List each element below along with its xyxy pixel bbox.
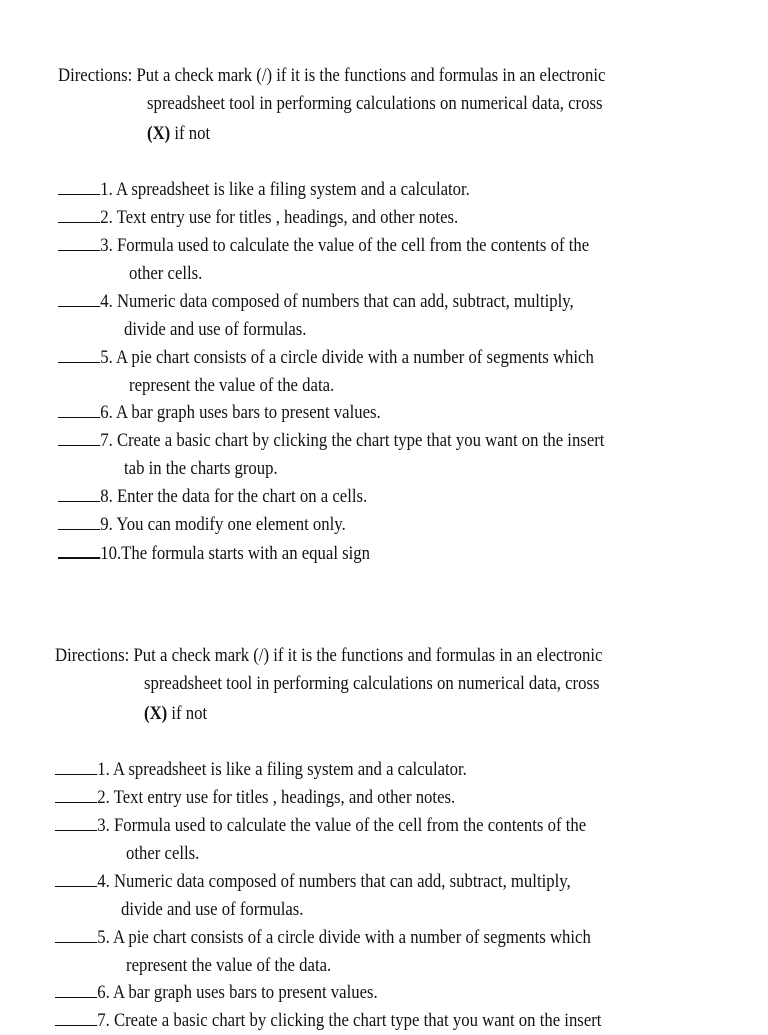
list-item bbox=[58, 232, 589, 260]
item-text: Text entry use for titles , headings, and other notes. bbox=[116, 207, 459, 228]
directions-line-3 bbox=[147, 120, 210, 148]
answer-blank[interactable] bbox=[58, 511, 100, 530]
item-number: 6. bbox=[100, 402, 113, 423]
directions-line-1 bbox=[55, 642, 602, 670]
item-number: 3. bbox=[100, 235, 113, 256]
list-item bbox=[58, 204, 458, 232]
answer-blank[interactable] bbox=[58, 232, 100, 251]
item-continuation: represent the value of the data. bbox=[126, 955, 332, 976]
list-item bbox=[58, 539, 370, 568]
cross-mark: (X) bbox=[147, 123, 171, 144]
list-item bbox=[58, 511, 346, 539]
directions-text: Put a check mark (/) if it is the functions and formulas in an electronic bbox=[133, 645, 603, 666]
item-number: 7. bbox=[97, 1010, 110, 1031]
directions-text: Put a check mark (/) if it is the functions and formulas in an electronic bbox=[136, 65, 606, 86]
answer-blank[interactable] bbox=[58, 483, 100, 502]
answer-blank[interactable] bbox=[58, 204, 100, 223]
list-item bbox=[58, 427, 604, 455]
item-continuation: divide and use of formulas. bbox=[124, 319, 307, 340]
item-number: 10. bbox=[100, 543, 122, 564]
item-text: A bar graph uses bars to present values. bbox=[113, 982, 378, 1003]
list-item bbox=[58, 176, 470, 204]
list-item bbox=[55, 924, 591, 952]
answer-blank[interactable] bbox=[55, 868, 97, 887]
item-number: 5. bbox=[100, 347, 113, 368]
item-text: A bar graph uses bars to present values. bbox=[116, 402, 381, 423]
answer-blank[interactable] bbox=[55, 812, 97, 831]
item-text: Enter the data for the chart on a cells. bbox=[116, 486, 368, 507]
directions-line-2: spreadsheet tool in performing calculations on numerical data, cross bbox=[144, 673, 600, 694]
list-item bbox=[55, 784, 455, 812]
item-number: 3. bbox=[97, 815, 110, 836]
answer-blank[interactable] bbox=[58, 344, 100, 363]
item-text: The formula starts with an equal sign bbox=[121, 543, 371, 564]
item-number: 9. bbox=[100, 514, 113, 535]
item-number: 4. bbox=[97, 871, 110, 892]
item-text: A pie chart consists of a circle divide with a number of segments which bbox=[113, 927, 591, 948]
list-item bbox=[55, 979, 378, 1007]
answer-blank[interactable] bbox=[58, 539, 100, 559]
directions-label: Directions: bbox=[55, 645, 130, 666]
list-item bbox=[55, 868, 571, 896]
item-continuation: other cells. bbox=[126, 843, 200, 864]
cross-mark: (X) bbox=[144, 703, 168, 724]
list-item bbox=[58, 344, 594, 372]
item-text: A pie chart consists of a circle divide with a number of segments which bbox=[116, 347, 594, 368]
directions-line-3 bbox=[144, 700, 207, 728]
directions-line-1 bbox=[58, 62, 605, 90]
answer-blank[interactable] bbox=[55, 784, 97, 803]
directions-label: Directions: bbox=[58, 65, 133, 86]
answer-blank[interactable] bbox=[58, 399, 100, 418]
answer-blank[interactable] bbox=[58, 176, 100, 195]
answer-blank[interactable] bbox=[55, 1007, 97, 1026]
list-item bbox=[55, 1007, 601, 1035]
item-text: A spreadsheet is like a filing system and a calculator. bbox=[116, 179, 470, 200]
directions-line-2: spreadsheet tool in performing calculations on numerical data, cross bbox=[147, 93, 603, 114]
item-number: 1. bbox=[100, 179, 113, 200]
item-number: 7. bbox=[100, 430, 113, 451]
answer-blank[interactable] bbox=[58, 288, 100, 307]
item-text: You can modify one element only. bbox=[116, 514, 346, 535]
directions-tail: if not bbox=[167, 703, 208, 724]
answer-blank[interactable] bbox=[58, 427, 100, 446]
list-item bbox=[58, 483, 367, 511]
item-text: Numeric data composed of numbers that can add, subtract, multiply, bbox=[113, 871, 571, 892]
answer-blank[interactable] bbox=[55, 924, 97, 943]
item-text: A spreadsheet is like a filing system and a calculator. bbox=[113, 759, 467, 780]
list-item bbox=[58, 288, 574, 316]
item-number: 5. bbox=[97, 927, 110, 948]
answer-blank[interactable] bbox=[55, 756, 97, 775]
item-number: 8. bbox=[100, 486, 113, 507]
item-continuation: tab in the charts group. bbox=[124, 458, 278, 479]
item-text: Create a basic chart by clicking the chart type that you want on the insert bbox=[113, 1010, 602, 1031]
item-number: 4. bbox=[100, 291, 113, 312]
answer-blank[interactable] bbox=[55, 979, 97, 998]
item-number: 2. bbox=[97, 787, 110, 808]
item-number: 1. bbox=[97, 759, 110, 780]
item-text: Create a basic chart by clicking the chart type that you want on the insert bbox=[116, 430, 605, 451]
list-item bbox=[55, 812, 586, 840]
directions-tail: if not bbox=[170, 123, 211, 144]
item-text: Formula used to calculate the value of the cell from the contents of the bbox=[113, 815, 587, 836]
list-item bbox=[55, 756, 467, 784]
item-number: 6. bbox=[97, 982, 110, 1003]
item-text: Numeric data composed of numbers that can add, subtract, multiply, bbox=[116, 291, 574, 312]
item-continuation: divide and use of formulas. bbox=[121, 899, 304, 920]
list-item bbox=[58, 399, 381, 427]
item-number: 2. bbox=[100, 207, 113, 228]
item-text: Text entry use for titles , headings, and other notes. bbox=[113, 787, 456, 808]
item-text: Formula used to calculate the value of the cell from the contents of the bbox=[116, 235, 590, 256]
item-continuation: represent the value of the data. bbox=[129, 375, 335, 396]
item-continuation: other cells. bbox=[129, 263, 203, 284]
